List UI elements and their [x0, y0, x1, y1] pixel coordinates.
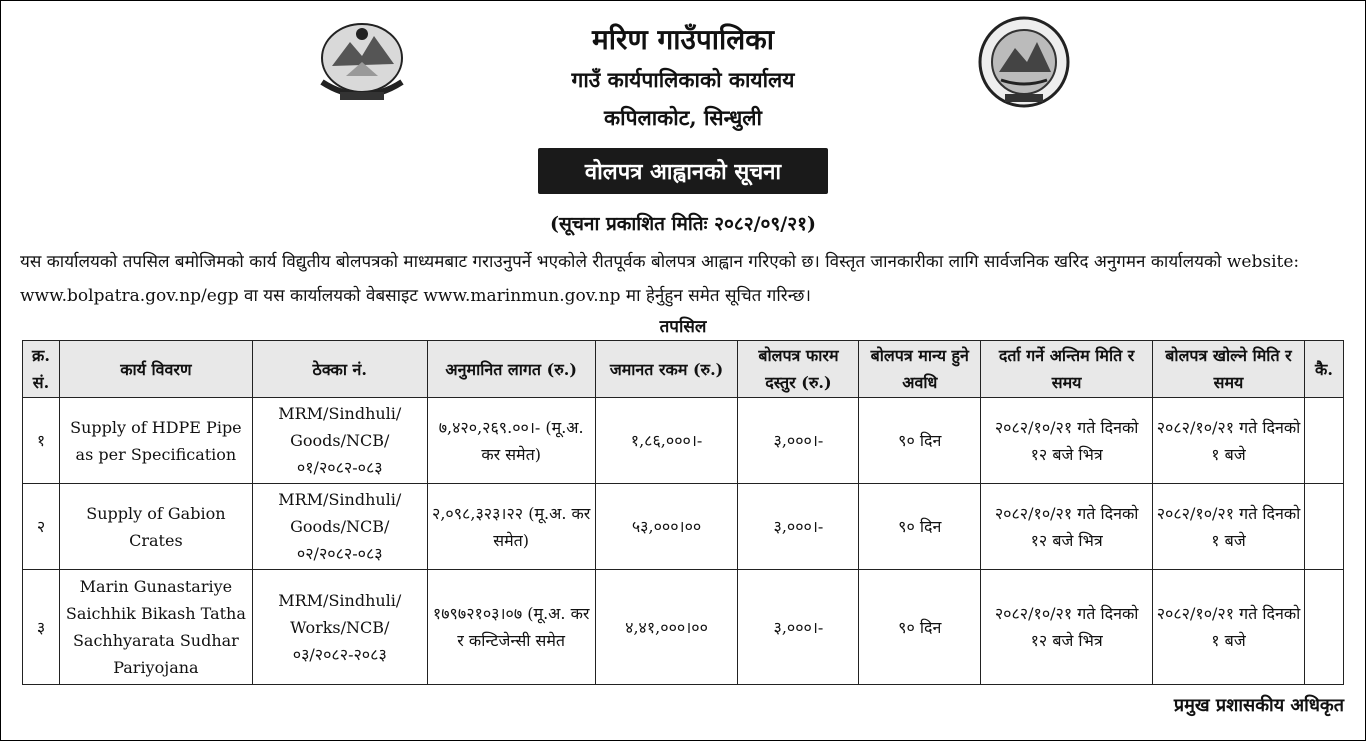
published-date: (सूचना प्रकाशित मितिः २०८२/०९/२१): [550, 213, 816, 235]
cell-validity: ९० दिन: [859, 570, 981, 685]
cell-sn: ३: [23, 570, 60, 685]
cell-contract-no: MRM/Sindhuli/ Goods/NCB/ ०२/२०८२-०८३: [252, 484, 427, 570]
col-opening-date: बोलपत्र खोल्ने मिति र समय: [1153, 341, 1305, 398]
cell-opening-date: २०८२/१०/२१ गते दिनको १ बजे: [1153, 398, 1305, 484]
cell-validity: ९० दिन: [859, 484, 981, 570]
cell-submission-deadline: २०८२/१०/२१ गते दिनको १२ बजे भित्र: [981, 484, 1153, 570]
col-remarks: कै.: [1304, 341, 1343, 398]
cell-description: Supply of Gabion Crates: [59, 484, 252, 570]
signature-title: प्रमुख प्रशासकीय अधिकृत: [1173, 695, 1344, 716]
cell-description: Supply of HDPE Pipe as per Specification: [59, 398, 252, 484]
col-sn: क्र. सं.: [23, 341, 60, 398]
office-address: कपिलाकोट, सिन्धुली: [604, 105, 762, 130]
col-description: कार्य विवरण: [59, 341, 252, 398]
cell-description: Marin Gunastariye Saichhik Bikash Tatha Sachhyarata Sudhar Pariyojana: [59, 570, 252, 685]
tender-table: [22, 340, 1344, 685]
col-validity: बोलपत्र मान्य हुने अवधि: [859, 341, 981, 398]
table-row: [23, 484, 1344, 570]
cell-remarks: [1304, 484, 1343, 570]
cell-remarks: [1304, 570, 1343, 685]
cell-submission-deadline: २०८२/१०/२१ गते दिनको १२ बजे भित्र: [981, 398, 1153, 484]
cell-form-fee: ३,०००।-: [738, 484, 859, 570]
cell-validity: ९० दिन: [859, 398, 981, 484]
table-label: तपसिल: [659, 317, 707, 337]
cell-opening-date: २०८२/१०/२१ गते दिनको १ बजे: [1153, 484, 1305, 570]
notice-body: यस कार्यालयको तपसिल बमोजिमको कार्य विद्युतीय बोलपत्रको माध्यमबाट गराउनुपर्ने भएकोले रीतपूर्वक बोलपत्र आह्वान गरिएको छ। विस्तृत जानकारीका लागि सार्वजनिक खरिद अनुगमन कार्यालयको website: www.bolpatra.gov.np/egp वा यस कार्यालयको वेबसाइट www.marinmun.gov.np मा हेर्नुहुन समेत सूचित गरिन्छ।: [20, 252, 1300, 306]
cell-sn: १: [23, 398, 60, 484]
table-row: [23, 570, 1344, 685]
col-contract-no: ठेक्का नं.: [252, 341, 427, 398]
municipality-name: मरिण गाउँपालिका: [592, 23, 774, 56]
cell-contract-no: MRM/Sindhuli/ Works/NCB/ ०३/२०८२-२०८३: [252, 570, 427, 685]
cell-opening-date: २०८२/१०/२१ गते दिनको १ बजे: [1153, 570, 1305, 685]
col-form-fee: बोलपत्र फारम दस्तुर (रु.): [738, 341, 859, 398]
cell-sn: २: [23, 484, 60, 570]
col-estimated-cost: अनुमानित लागत (रु.): [427, 341, 595, 398]
table-header-row: [23, 341, 1344, 398]
cell-estimated-cost: २,०९८,३२३।२२ (मू.अ. कर समेत): [427, 484, 595, 570]
cell-form-fee: ३,०००।-: [738, 570, 859, 685]
cell-bid-security: ५३,०००।००: [595, 484, 738, 570]
cell-estimated-cost: ७,४२०,२६९.००।- (मू.अ. कर समेत): [427, 398, 595, 484]
col-bid-security: जमानत रकम (रु.): [595, 341, 738, 398]
cell-estimated-cost: १७९७२१०३।०७ (मू.अ. कर र कन्टिजेन्सी समेत: [427, 570, 595, 685]
notice-title: वोलपत्र आह्वानको सूचना: [538, 148, 828, 194]
table-row: [23, 398, 1344, 484]
office-name: गाउँ कार्यपालिकाको कार्यालय: [571, 67, 795, 92]
cell-form-fee: ३,०००।-: [738, 398, 859, 484]
cell-bid-security: १,८६,०००।-: [595, 398, 738, 484]
cell-remarks: [1304, 398, 1343, 484]
cell-bid-security: ४,४१,०००।००: [595, 570, 738, 685]
col-submission-deadline: दर्ता गर्ने अन्तिम मिति र समय: [981, 341, 1153, 398]
cell-contract-no: MRM/Sindhuli/ Goods/NCB/ ०१/२०८२-०८३: [252, 398, 427, 484]
cell-submission-deadline: २०८२/१०/२१ गते दिनको १२ बजे भित्र: [981, 570, 1153, 685]
